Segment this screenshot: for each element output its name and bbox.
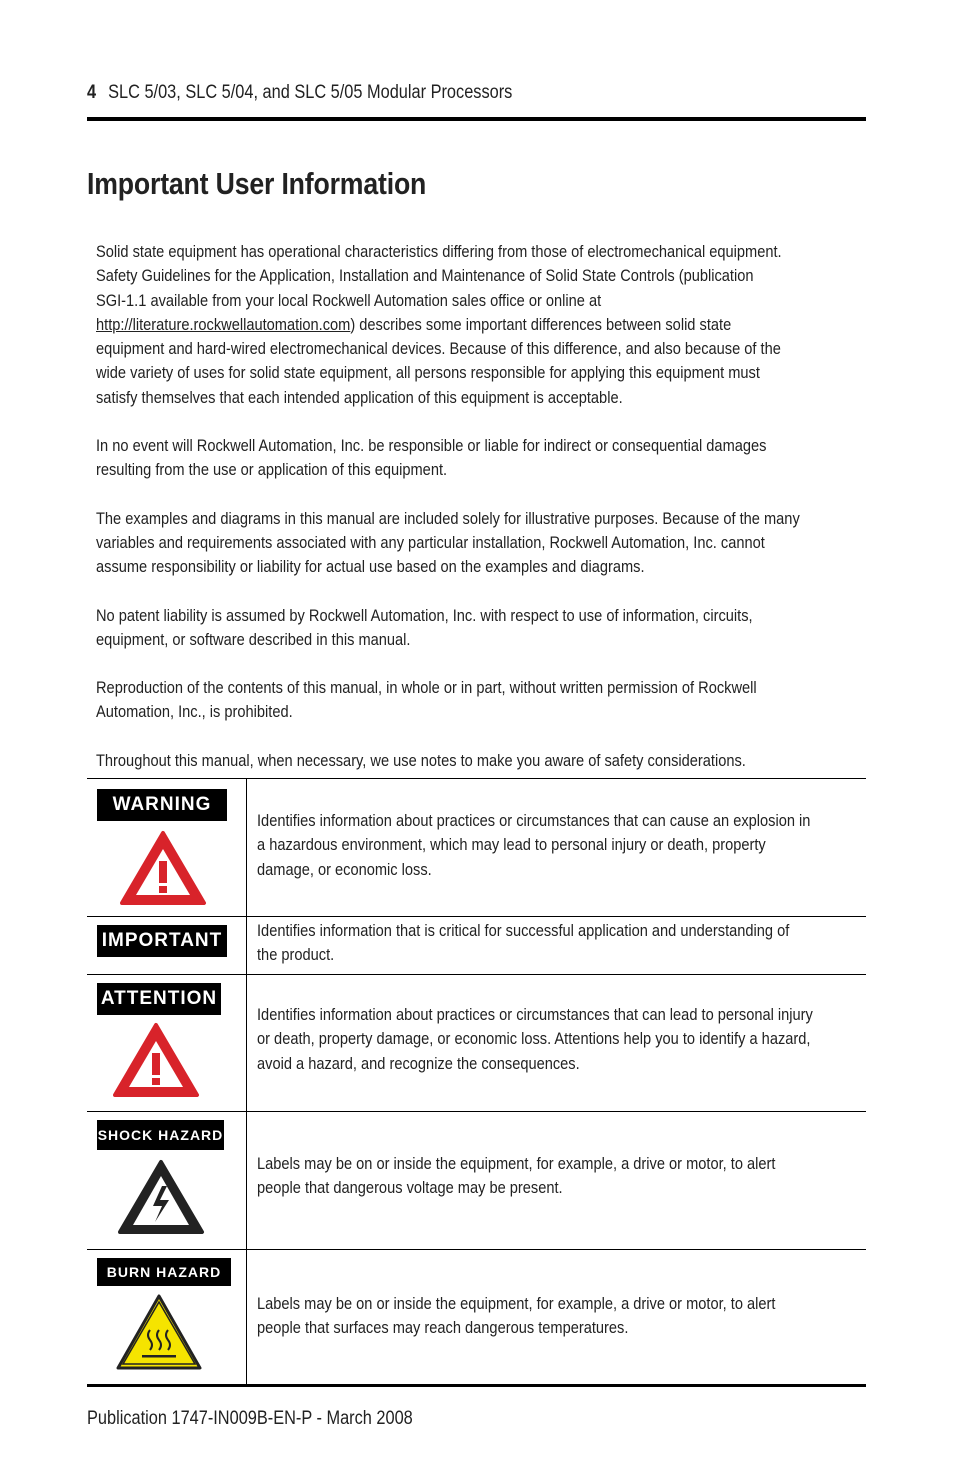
note-shock-hazard [87, 1111, 866, 1250]
attention-triangle-icon [112, 1021, 200, 1099]
note-burn-hazard [87, 1249, 866, 1386]
warning-triangle-icon [119, 829, 207, 907]
note-important [87, 916, 866, 975]
footer-publication: Publication 1747-IN009B-EN-P - March 2008 [87, 1408, 413, 1429]
warning-text: Identifies information about practices or circumstances that can cause an explosion in a hazardous environment, which may lead to personal injury or death, property damage, or economic loss. [257, 811, 811, 879]
important-label: IMPORTANT [97, 925, 227, 957]
warning-label: WARNING [97, 789, 227, 821]
note-attention [87, 974, 866, 1112]
burn-hazard-icon [114, 1292, 204, 1372]
attention-label: ATTENTION [97, 983, 221, 1015]
paragraph-safety-guidelines: Solid state equipment has operational characteristics differing from those of electromechanical equipment. Safety Guidelines for the Application, Installation and Maintenance of Solid State Controls (publication SGI-1.1 available from your local Rockwell Automation sales office or online at http://literature.rockwellautomation.com) describes some important differences between solid state equipment and hard-wired electromechanical devices. Because of this difference, and also because of the wide variety of uses for solid state equipment, all persons responsible for applying this equipment must satisfy themselves that each intended application of this equipment is acceptable. [96, 242, 782, 407]
note-warning [87, 778, 866, 917]
header-rule [87, 117, 866, 121]
important-text: Identifies information that is critical for successful application and understanding of the product. [257, 921, 790, 965]
footer-rule [87, 1384, 866, 1387]
paragraph-notes-intro: Throughout this manual, when necessary, we use notes to make you aware of safety considerations. [96, 750, 746, 770]
burn-hazard-label: BURN HAZARD [97, 1258, 231, 1286]
attention-text: Identifies information about practices or circumstances that can lead to personal injury or death, property damage, or economic loss. Attentions help you to identify a hazard, avoid a hazard, and recognize the consequences. [257, 1005, 813, 1073]
paragraph-reproduction: Reproduction of the contents of this manual, in whole or in part, without written permission of Rockwell Automation, Inc., is prohibited. [96, 678, 757, 722]
paragraph-liability: In no event will Rockwell Automation, Inc. be responsible or liable for indirect or consequential damages resulting from the use or application of this equipment. [96, 436, 767, 480]
header-title: SLC 5/03, SLC 5/04, and SLC 5/05 Modular Processors [108, 82, 513, 103]
running-header [87, 82, 757, 110]
body-text [96, 240, 853, 797]
shock-hazard-text: Labels may be on or inside the equipment, for example, a drive or motor, to alert people that dangerous voltage may be present. [257, 1154, 776, 1198]
burn-hazard-text: Labels may be on or inside the equipment, for example, a drive or motor, to alert people that surfaces may reach dangerous temperatures. [257, 1294, 776, 1338]
paragraph-examples: The examples and diagrams in this manual are included solely for illustrative purposes. Because of the many variables and requirements associated with any particular installation, Rockwell Automation, Inc. cannot assume responsibility or liability for actual use based on the examples and diagrams. [96, 508, 800, 577]
literature-link[interactable]: http://literature.rockwellautomation.com [96, 314, 351, 334]
paragraph-patent: No patent liability is assumed by Rockwell Automation, Inc. with respect to use of information, circuits, equipment, or software described in this manual. [96, 605, 753, 649]
page-number: 4 [87, 82, 97, 103]
shock-hazard-label: SHOCK HAZARD [97, 1120, 224, 1150]
shock-hazard-icon [117, 1158, 205, 1236]
page-title: Important User Information [87, 166, 427, 201]
